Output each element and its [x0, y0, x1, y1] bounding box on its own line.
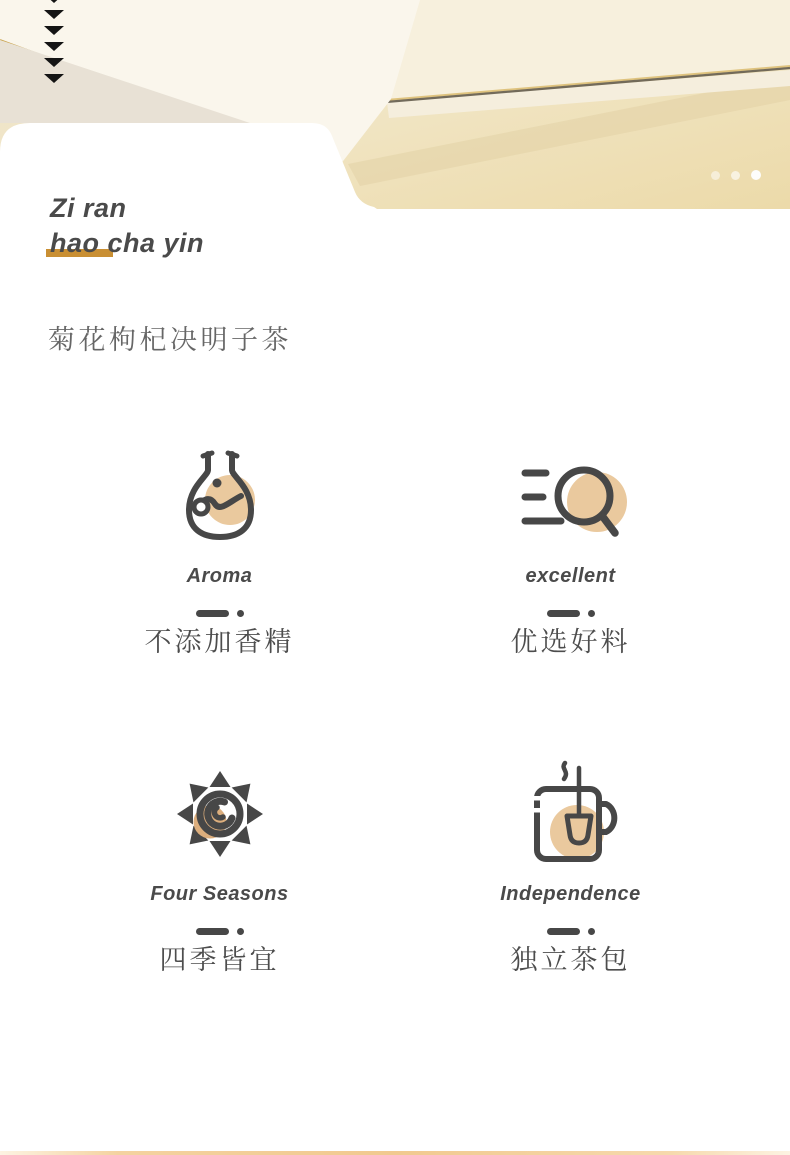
dot-icon — [588, 610, 595, 617]
carousel-dot[interactable] — [711, 171, 720, 180]
mug-icon — [522, 758, 634, 870]
feature-icon-wrap — [515, 438, 627, 554]
feature-card-four-seasons — [44, 756, 395, 974]
feature-label: Independence — [500, 883, 641, 905]
divider — [196, 928, 244, 935]
carousel-dots — [711, 170, 761, 180]
carousel-dot[interactable] — [731, 171, 740, 180]
dash-icon — [196, 610, 229, 617]
dot-icon — [237, 610, 244, 617]
feature-label: Aroma — [186, 565, 253, 587]
feature-label: excellent — [525, 565, 616, 587]
feature-label: Four Seasons — [150, 883, 289, 905]
product-photo — [0, 0, 790, 211]
dash-icon — [547, 928, 580, 935]
down-arrow-icon — [44, 58, 64, 67]
feature-text: 优选好料 — [510, 627, 631, 657]
bottom-accent-line — [0, 1151, 790, 1155]
feature-icon-wrap — [164, 756, 276, 872]
feature-icon-wrap — [508, 756, 634, 872]
product-title: 菊花枸杞决明子茶 — [48, 325, 292, 355]
dot-icon — [588, 928, 595, 935]
sun-icon — [164, 758, 276, 870]
flask-icon — [164, 440, 276, 552]
feature-text: 四季皆宜 — [159, 945, 280, 975]
divider — [196, 610, 244, 617]
brand-slogan — [50, 191, 204, 261]
feature-card-independence — [395, 756, 746, 974]
down-arrow-icon — [44, 26, 64, 35]
brand-slogan-line1: Zi ran — [50, 193, 127, 223]
feature-text: 独立茶包 — [510, 945, 631, 975]
divider — [547, 610, 595, 617]
carousel-dot-active[interactable] — [751, 170, 761, 180]
down-arrows-decoration — [44, 0, 64, 83]
feature-card-excellent — [395, 438, 746, 656]
feature-icon-wrap — [164, 438, 276, 554]
dash-icon — [547, 610, 580, 617]
down-arrow-icon — [44, 0, 64, 3]
down-arrow-icon — [44, 74, 64, 83]
product-photo-carousel[interactable] — [0, 0, 790, 211]
feature-text: 不添加香精 — [144, 627, 295, 657]
magnifier-icon — [515, 440, 627, 552]
down-arrow-icon — [44, 42, 64, 51]
brand-slogan-line2: hao cha yin — [50, 228, 205, 258]
dash-icon — [196, 928, 229, 935]
divider — [547, 928, 595, 935]
feature-card-aroma — [44, 438, 395, 656]
feature-grid — [44, 438, 746, 974]
dot-icon — [237, 928, 244, 935]
down-arrow-icon — [44, 10, 64, 19]
